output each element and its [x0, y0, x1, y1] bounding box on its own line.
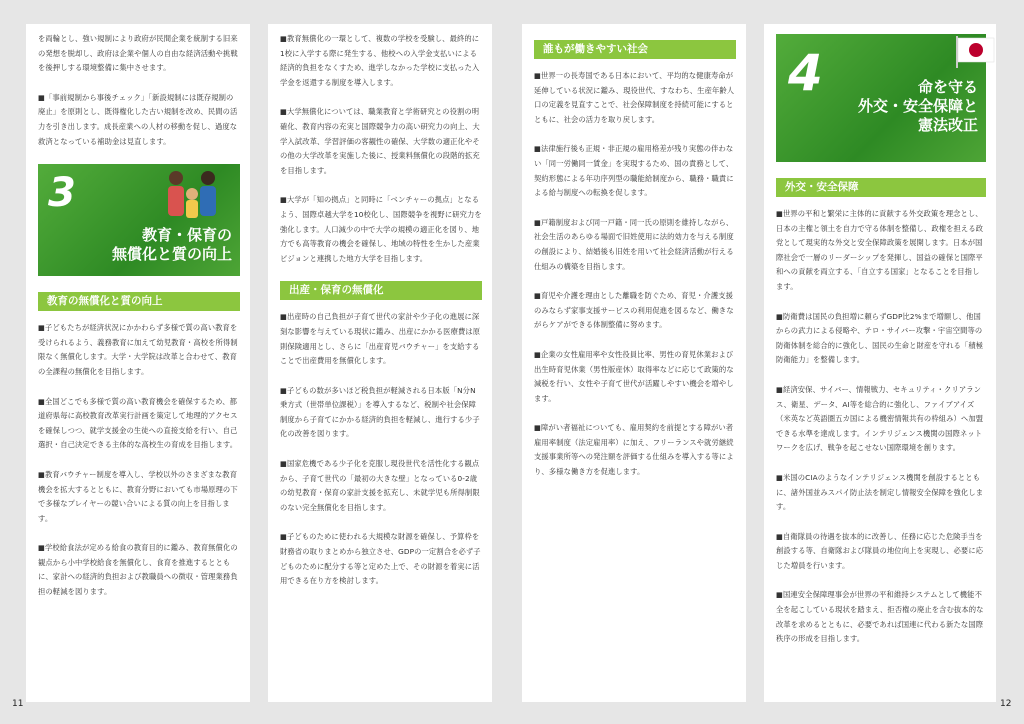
paragraph: ■戸籍制度および同一戸籍・同一氏の原則を維持しながら、社会生活のあらゆる場面で旧姓使用に法的効力を与える制度の創設により、結婚後も旧姓を用いて社会経済活動が行える仕組みの構築を目指します。: [534, 217, 734, 271]
paragraph: ■大学が「知の拠点」と同時に「ベンチャーの拠点」となるよう、国際卓越大学を10校化し、国際競争を視野に研究力を強化します。人口減少の中で大学の規模の適正化を図り、地方でも高等教育の機会を確保し、地域の特性を生かした産業ビジョンと連携した地方大学を目指します。: [280, 195, 482, 263]
paragraph: ■企業の女性雇用率や女性役員比率、男性の育児休業および出生時育児休業（男性版産休）取得率などに応じて政策的な減税を行い、女性や子育て世代が活躍しやすい機会を増やします。: [534, 349, 734, 403]
paragraph: ■育児や介護を理由とした離職を防ぐため、育児・介護支援のみならず家事支援サービスの利用促進を図るなど、働きながらケアができる体制整備に努めます。: [534, 291, 734, 330]
section-title: 命を守る 外交・安全保障と 憲法改正: [857, 78, 978, 134]
section-title: 教育・保育の 無償化と質の向上: [111, 226, 232, 263]
section-heading: 外交・安全保障: [776, 178, 986, 197]
column-1: [26, 24, 250, 702]
section-number: 4: [788, 44, 823, 102]
section-heading: 出産・保育の無償化: [280, 281, 482, 300]
japan-flag-icon: [954, 34, 996, 68]
section-3-banner: [38, 164, 240, 276]
column-2: [268, 24, 492, 702]
paragraph: ■子どもの数が多いほど税負担が軽減される日本版「N分N 乗方式（世帯単位課税）」を導入するなど、税制や社会保障制度から子育てにかかる経済的負担を軽減し、進行する少子化の改善を図ります。: [280, 385, 480, 439]
paragraph: ■学校給食法が定める給食の教育目的に鑑み、教育無償化の観点から小中学校給食を無償化し、食育を推進するとともに、家計への経済的負担および教職員への徴収・管理業務負担の軽減を図ります。: [38, 543, 238, 597]
page-number-right: 12: [1000, 699, 1012, 709]
paragraph: ■全国どこでも多様で質の高い教育機会を確保するため、都道府県毎に高校教育改革実行計画を策定して地理的アクセスを確保しつつ、就学支援金の生徒への直接支給を行い、自己選択・自己決定できる主体的な高校生の育成を目指します。: [38, 396, 238, 450]
family-illustration: [158, 166, 230, 226]
paragraph: ■国家危機である少子化を克服し現役世代を活性化する観点から、子育て世代の「最初の大きな壁」となっている0-2歳の幼児教育・保育の家計支援を拡充し、未就学児も所得制限のない完全無償化を目指します。: [280, 459, 480, 512]
paragraph: ■教育無償化の一環として、複数の学校を受験し、最終的に1校に入学する際に発生する、他校への入学金支払いによる経済的負担をなくすため、進学しなかった学校に支払った入学金を返還する制度を導入します。: [280, 34, 480, 87]
paragraph: ■世界一の長寿国である日本において、平均的な健康寿命が延伸している状況に鑑み、現役世代、すなわち、生産年齢人口の定義を見直すことで、社会保障制度を持続可能にするとともに、社会の活力を取り戻します。: [534, 71, 735, 124]
section-heading: 誰もが働きやすい社会: [534, 40, 736, 59]
paragraph: ■教育バウチャー制度を導入し、学校以外のさまざまな教育機会を拡大するとともに、教育分野においても市場原理の下で多様なプレイヤーの競い合いによる質の向上を目指します。: [38, 469, 238, 523]
paragraph: ■「事前規制から事後チェック」「新設規制には既存規制の廃止」を原則とし、既得権化した古い規制を改め、民間の活力を引き出します。成長産業への人材の移動を促し、過度な救済となっている補助金は見直します。: [38, 92, 238, 146]
paragraph: ■障がい者福祉についても、雇用契約を前提とする障がい者雇用率制度（法定雇用率）に加え、フリーランスや就労継続支援事業所等への発注額を評価する仕組みを導入する等により、多様な働き方を促進します。: [534, 423, 734, 477]
paragraph: を両輪とし、強い規制により政府が民間企業を統制する旧来の発想を脱却し、政府は企業や個人の自由な経済活動や挑戦を後押しする環境整備に集中させます。: [38, 34, 238, 73]
paragraph: ■法律施行後も正規・非正規の雇用格差が残り実態の伴わない「同一労働同一賃金」を実現するため、国の責務として、契約形態による年功序列型の職能給制度から、職務・職責による給与制度への転換を促します。: [534, 144, 734, 198]
column-4: [764, 24, 996, 702]
page-number-left: 11: [12, 699, 24, 709]
paragraph: ■経済安保、サイバー、情報戦力、セキュリティ・クリアランス、衛星、データ、AI等を総合的に強化し、ファイブアイズ（米英など英語圏五カ国による機密情報共有の枠組み）へ加盟できる水準を達成します。インテリジェンス機関の国際ネットワークを広げ、戦争を起こせない国際環境を創ります。: [776, 384, 984, 453]
paragraph: ■自衛隊員の待遇を抜本的に改善し、任務に応じた危険手当を創設する等、自衛隊および隊員の地位向上を実現し、必要に応じた増員を行います。: [776, 531, 984, 570]
paragraph: ■防衛費は国民の負担増に頼らずGDP比2%まで増額し、他国からの武力による侵略や、テロ・サイバー攻撃・宇宙空間等の防衛体制を総合的に強化し、国民の生命と財産を守れる「積極防衛能力」を整備します。: [776, 311, 984, 365]
paragraph: ■大学無償化については、職業教育と学術研究との役割の明確化、教育内容の充実と国際競争力の高い研究力の向上、大学入試改革、学習評価の客観性の確保、大学数の適正化やその他の大学改革を実施した後に、授業料無償化の段階的拡充を目指します。: [280, 107, 480, 175]
paragraph: ■子どもたちが経済状況にかかわらず多様で質の高い教育を受けられるよう、義務教育に加えて幼児教育・高校を所得制限なく無償化します。大学・大学院は改革と合わせて、教育の全課程の無償化を目指します。: [38, 323, 238, 376]
paragraph: ■出産時の自己負担が子育て世代の家計や少子化の進展に深刻な影響を与えている現状に鑑み、出産にかかる医療費は原則保険適用とし、さらに「出産育児バウチャー」を支給することで出産費用を無償化します。: [280, 312, 481, 366]
paragraph: ■国連安全保障理事会が世界の平和維持システムとして機能不全を起こしている現状を踏まえ、拒否権の廃止を含む抜本的な改革を求めるとともに、必要であれば国連に代わる新たな国際秩序の形成を目指します。: [776, 590, 984, 644]
section-number: 3: [48, 170, 76, 217]
section-4-banner: [776, 34, 986, 162]
paragraph: ■子どものために使われる大規模な財源を確保し、予算枠を財務省の取りまとめから独立させ、GDPの一定割合を必ず子どものために配分する等と定めた上で、その財源を着実に活用できる在り方を検討します。: [280, 532, 481, 586]
section-heading: 教育の無償化と質の向上: [38, 292, 240, 311]
column-3: [522, 24, 746, 702]
paragraph: ■世界の平和と繁栄に主体的に貢献する外交政策を理念とし、日本の主権と領土を自力で守る体制を整備し、政権を担える政党として現実的な外交と安全保障政策を展開します。日本が国際社会で一層のリーダーシップを発揮し、国益の確保と国際平和への貢献を両立する、「自立する国家」となることを目指します。: [776, 209, 984, 291]
paragraph: ■米国のCIAのようなインテリジェンス機関を創設するとともに、諸外国並みスパイ防止法を制定し情報安全保障を強化します。: [776, 472, 984, 512]
